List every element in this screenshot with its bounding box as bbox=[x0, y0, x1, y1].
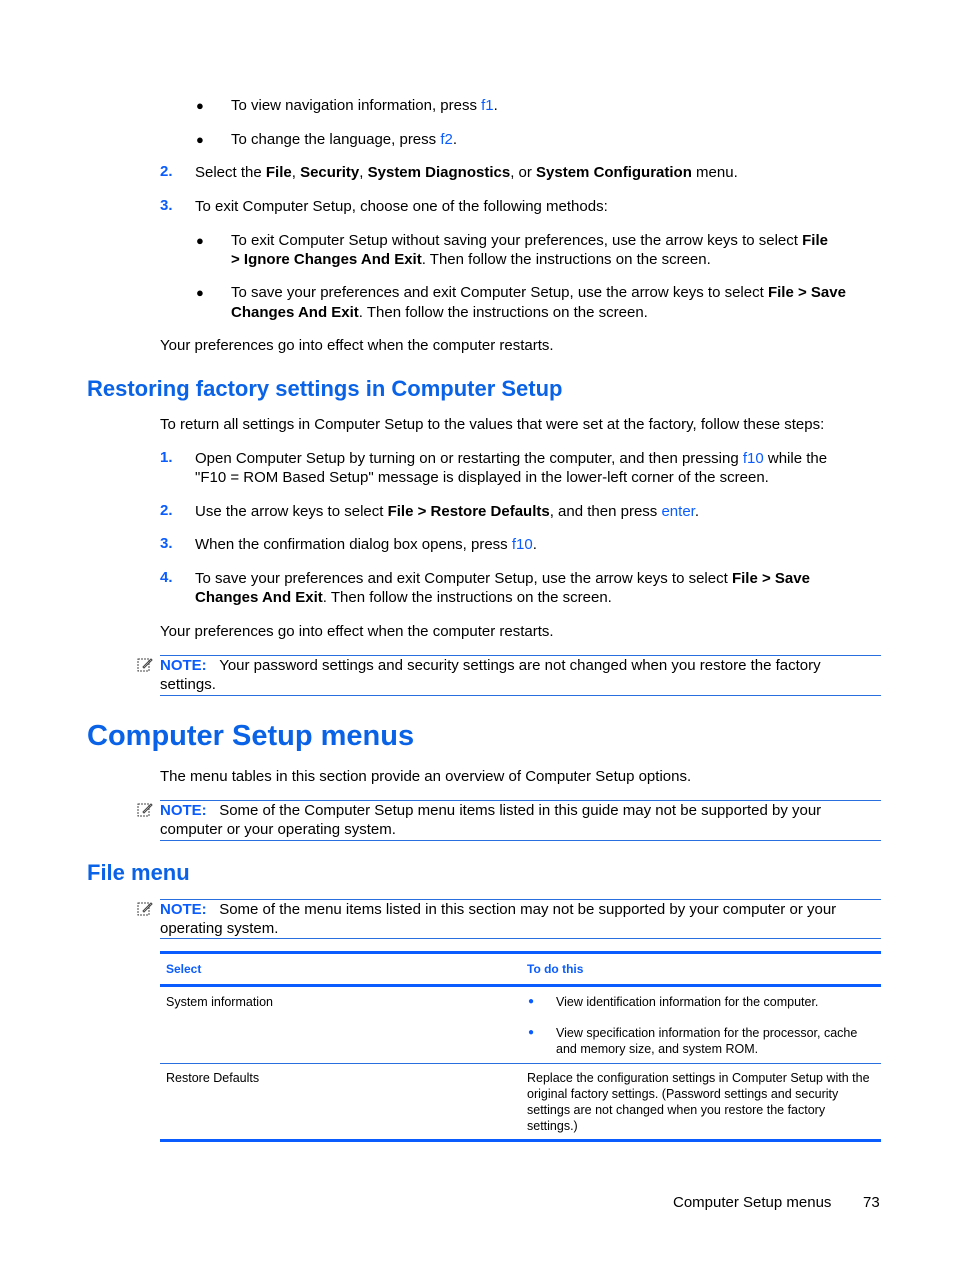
table-cell-bullet-line1: View specification information for the processor, cache bbox=[556, 1026, 858, 1040]
note-line2: operating system. bbox=[160, 920, 279, 937]
bullet-icon: ● bbox=[196, 132, 204, 147]
bullet-icon: ● bbox=[196, 233, 204, 248]
bullet-exit-line2: > Ignore Changes And Exit. Then follow the instructions on the screen. bbox=[231, 251, 711, 268]
table-cell-desc-line4: settings.) bbox=[527, 1119, 578, 1133]
table-header-todo: To do this bbox=[527, 962, 584, 976]
note-label: NOTE: bbox=[160, 657, 207, 674]
table-cell-desc-line3: settings are not changed when you restore the factory bbox=[527, 1103, 826, 1117]
table-row-rule bbox=[160, 1063, 881, 1064]
bullet-icon: ● bbox=[528, 1027, 535, 1038]
note-line1: NOTE: Some of the Computer Setup menu items listed in this guide may not be supported by your bbox=[160, 802, 822, 819]
bullet-save-line2: Changes And Exit. Then follow the instructions on the screen. bbox=[231, 304, 648, 321]
note-line1: NOTE: Some of the menu items listed in this section may not be supported by your computer or your bbox=[160, 901, 837, 918]
restore-step2: Use the arrow keys to select File > Restore Defaults, and then press enter. bbox=[195, 503, 700, 520]
table-bottom-rule bbox=[160, 1139, 881, 1142]
section-heading-file-menu: File menu bbox=[87, 860, 190, 885]
note-label: NOTE: bbox=[160, 901, 207, 918]
footer-section-title: Computer Setup menus bbox=[673, 1194, 832, 1211]
table-cell-select: Restore Defaults bbox=[166, 1071, 260, 1085]
table-cell-bullet-line2: and memory size, and system ROM. bbox=[556, 1042, 759, 1056]
table-cell-select: System information bbox=[166, 995, 273, 1009]
key-f1: f1 bbox=[481, 97, 494, 114]
step-exit-setup: To exit Computer Setup, choose one of the following methods: bbox=[195, 198, 608, 215]
table-cell-bullet: View identification information for the computer. bbox=[556, 995, 819, 1009]
bullet-icon: ● bbox=[196, 98, 204, 113]
key-f10: f10 bbox=[742, 450, 764, 467]
menus-intro: The menu tables in this section provide an overview of Computer Setup options. bbox=[160, 768, 692, 785]
table-header-select: Select bbox=[166, 962, 202, 976]
bullet-icon: ● bbox=[528, 996, 535, 1007]
step-number: 3. bbox=[160, 535, 173, 552]
table-top-rule bbox=[160, 951, 881, 954]
step-number: 4. bbox=[160, 569, 173, 586]
footer-page-number: 73 bbox=[863, 1194, 880, 1211]
step-select-menu: Select the File, Security, System Diagnostics, or System Configuration menu. bbox=[195, 164, 738, 181]
step-number: 2. bbox=[160, 502, 173, 519]
note-pencil-icon bbox=[137, 901, 153, 917]
table-header-rule bbox=[160, 984, 881, 987]
restore-step1-line1: Open Computer Setup by turning on or restarting the computer, and then pressing f10 while the bbox=[195, 450, 828, 467]
restore-step4-line1: To save your preferences and exit Computer Setup, use the arrow keys to select File > Save bbox=[195, 570, 810, 587]
step-number: 3. bbox=[160, 197, 173, 214]
key-enter: enter bbox=[661, 503, 695, 520]
section-heading-restore: Restoring factory settings in Computer Setup bbox=[87, 376, 563, 401]
restore-effect: Your preferences go into effect when the computer restarts. bbox=[160, 623, 554, 640]
bullet-icon: ● bbox=[196, 285, 204, 300]
bullet-exit-line1: To exit Computer Setup without saving your preferences, use the arrow keys to select File bbox=[231, 232, 828, 249]
note-pencil-icon bbox=[137, 657, 153, 673]
restore-step1-line2: "F10 = ROM Based Setup" message is displayed in the lower-left corner of the screen. bbox=[195, 469, 769, 486]
step-number: 2. bbox=[160, 163, 173, 180]
note-label: NOTE: bbox=[160, 802, 207, 819]
bullet-save-line1: To save your preferences and exit Computer Setup, use the arrow keys to select File > Save bbox=[231, 284, 846, 301]
restore-step4-line2: Changes And Exit. Then follow the instructions on the screen. bbox=[195, 589, 612, 606]
key-f2: f2 bbox=[440, 131, 453, 148]
note-bottom-rule bbox=[160, 695, 881, 696]
restore-intro: To return all settings in Computer Setup to the values that were set at the factory, follow these steps: bbox=[160, 416, 825, 433]
step-number: 1. bbox=[160, 449, 173, 466]
bullet-text-navigation: To view navigation information, press f1. bbox=[231, 97, 498, 114]
note-bottom-rule bbox=[160, 840, 881, 841]
note-bottom-rule bbox=[160, 938, 881, 939]
restore-step3: When the confirmation dialog box opens, press f10. bbox=[195, 536, 537, 553]
table-cell-desc-line1: Replace the configuration settings in Computer Setup with the bbox=[527, 1071, 870, 1085]
note-line2: computer or your operating system. bbox=[160, 821, 396, 838]
table-cell-desc-line2: original factory settings. (Password settings and security bbox=[527, 1087, 839, 1101]
bullet-text-language: To change the language, press f2. bbox=[231, 131, 458, 148]
key-f10: f10 bbox=[511, 536, 533, 553]
note-line2: settings. bbox=[160, 676, 216, 693]
note-line1: NOTE: Your password settings and security settings are not changed when you restore the factory bbox=[160, 657, 821, 674]
effect-text: Your preferences go into effect when the computer restarts. bbox=[160, 337, 554, 354]
page-title: Computer Setup menus bbox=[87, 720, 415, 752]
note-pencil-icon bbox=[137, 802, 153, 818]
